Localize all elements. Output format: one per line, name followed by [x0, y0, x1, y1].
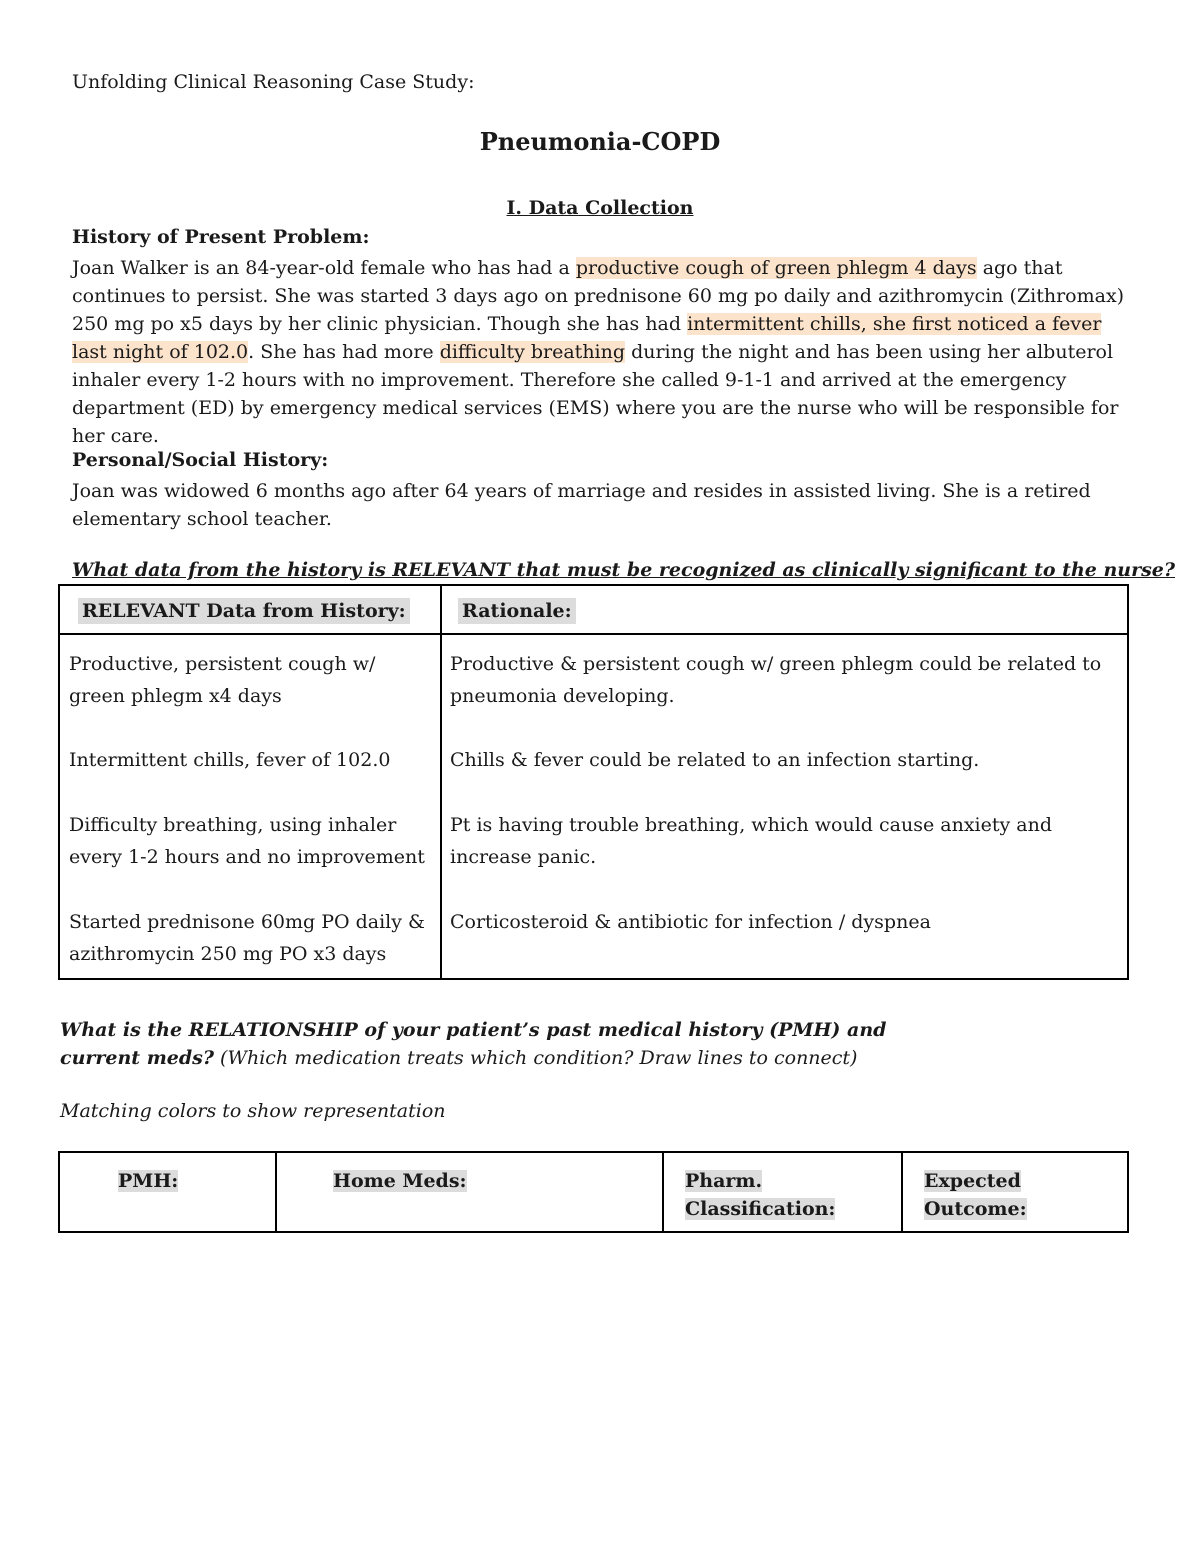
table-cell-rationale: Productive & persistent cough w/ green phlegm could be related to pneumonia developing.	[450, 653, 1102, 707]
hpp-text-1: Joan Walker is an 84-year-old female who has had a	[72, 257, 576, 279]
table-divider	[275, 1153, 277, 1231]
hpp-text-4: during the night and has been using her albuterol inhaler every 1-2 hours with no improvement. Therefore she called 9-1-1 and arrived at the emergency department (ED) by emergency medical services (EMS) where you are the nurse who will be responsible for her care.	[72, 341, 1119, 447]
header-pmh: PMH:	[118, 1170, 179, 1192]
relationship-question	[60, 1016, 960, 1072]
page-title: Pneumonia-COPD	[479, 127, 721, 156]
header-rationale: Rationale:	[458, 598, 576, 624]
section-heading: I. Data Collection	[506, 197, 694, 219]
hpp-highlight-breathing: difficulty breathing	[439, 341, 626, 363]
hpp-highlight-fever: intermittent chills, she first noticed a fever last night of 102.0	[72, 313, 1102, 363]
relationship-question-instruction: (Which medication treats which condition? Draw lines to connect)	[214, 1047, 858, 1069]
hpp-heading: History of Present Problem:	[72, 226, 370, 248]
matching-colors-note: Matching colors to show representation	[60, 1100, 446, 1122]
table-cell-data: Productive, persistent cough w/ green phlegm x4 days	[69, 653, 376, 707]
table-cell-data: Intermittent chills, fever of 102.0	[69, 749, 391, 771]
psh-paragraph: Joan was widowed 6 months ago after 64 years of marriage and resides in assisted living. She is a retired elementary school teacher.	[72, 480, 1091, 530]
header-expected-outcome: Expected Outcome:	[924, 1170, 1027, 1220]
table-header-rule	[60, 633, 1127, 635]
table-divider	[662, 1153, 664, 1231]
pmh-meds-table	[58, 1151, 1129, 1233]
psh-heading: Personal/Social History:	[72, 449, 329, 471]
relevant-data-question: What data from the history is RELEVANT that must be recognized as clinically significant to the nurse?	[72, 559, 1176, 581]
table-cell-data: Difficulty breathing, using inhaler every 1-2 hours and no improvement	[69, 814, 425, 868]
header-home-meds: Home Meds:	[333, 1170, 467, 1192]
hpp-text-3: . She has had more	[248, 341, 440, 363]
case-study-label: Unfolding Clinical Reasoning Case Study:	[72, 71, 475, 93]
table-cell-rationale: Pt is having trouble breathing, which would cause anxiety and increase panic.	[450, 814, 1052, 868]
table-divider	[440, 586, 442, 978]
header-pharm-classification: Pharm. Classification:	[685, 1170, 836, 1220]
hpp-paragraph	[72, 254, 1132, 450]
table-cell-rationale: Chills & fever could be related to an infection starting.	[450, 749, 980, 771]
table-cell-rationale: Corticosteroid & antibiotic for infection / dyspnea	[450, 911, 931, 933]
header-relevant-data: RELEVANT Data from History:	[78, 598, 410, 624]
relevant-data-table	[58, 584, 1129, 980]
table-cell-data: Started prednisone 60mg PO daily & azithromycin 250 mg PO x3 days	[69, 911, 425, 965]
hpp-text-2: ago that continues to persist. She was started 3 days ago on prednisone 60 mg po daily and azithromycin (Zithromax) 250 mg po x5 days by her clinic physician. Though she has had	[72, 257, 1125, 335]
hpp-highlight-cough: productive cough of green phlegm 4 days	[575, 257, 977, 279]
relationship-question-bold: What is the RELATIONSHIP of your patient’s past medical history (PMH) and current meds?	[60, 1019, 887, 1069]
table-divider	[901, 1153, 903, 1231]
